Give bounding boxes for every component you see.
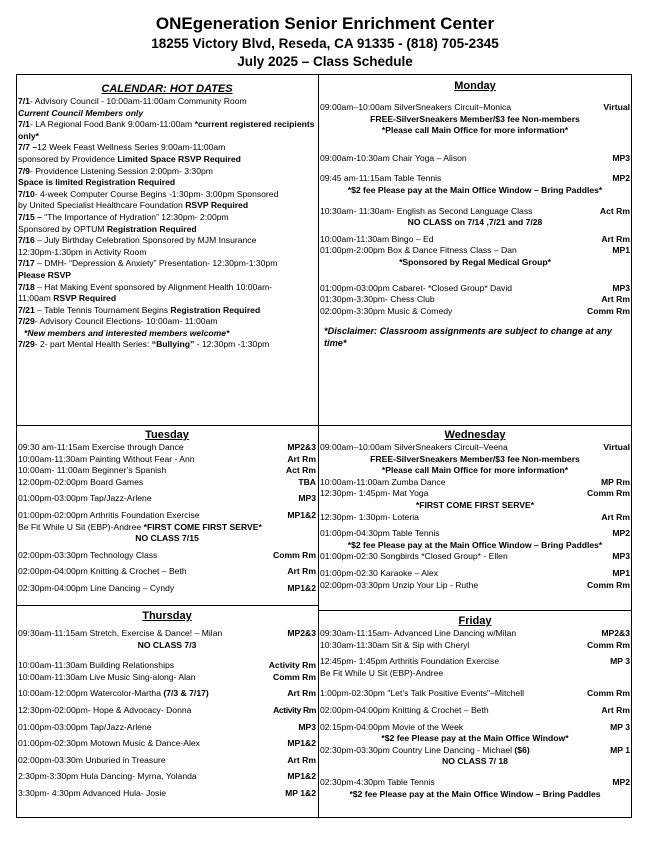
- tuesday-panel: [18, 428, 316, 595]
- calendar-note: Current Council Members only: [18, 107, 144, 118]
- class-row: 09:30am-11:15am Stretch, Exercise & Dance! – Milan MP2&3: [18, 628, 316, 638]
- class-row: 12:30pm- 1:45pm- Mat Yoga Comm Rm: [320, 488, 630, 499]
- page-header: [0, 14, 650, 70]
- class-row: 01:00pm-03:00pm Cabaret- *Closed Group* David MP3: [320, 282, 630, 293]
- calendar-note: Please RSVP: [18, 269, 72, 280]
- class-row: 02:00pm-03:30pm Unzip Your Lip - Ruthe Comm Rm: [320, 579, 630, 590]
- class-note: NO CLASS 7/15: [135, 533, 199, 544]
- class-row: 3:30pm- 4:30pm Advanced Hula- Josie MP 1&2: [18, 787, 316, 798]
- class-row: Be Fit While U Sit (EBP)-Andree *FIRST COME FIRST SERVE*: [18, 521, 262, 532]
- class-row: 1:00pm-02:30pm "Let’s Talk Positive Events"–Mitchell Comm Rm: [320, 688, 630, 699]
- class-row: 01:00pm-03:00pm Tap/Jazz-Arlene MP3: [18, 721, 316, 732]
- class-row: 10:00am-12:00pm Watercolor-Martha (7/3 & 7/17) Art Rm: [18, 688, 316, 699]
- class-note: *$2 fee Please pay at the Main Office Window – Bring Paddles*: [347, 184, 603, 195]
- column-divider: [318, 74, 319, 818]
- row-divider-right-2: [318, 610, 632, 611]
- class-note: NO CLASS on 7/14 ,7/21 and 7/28: [407, 217, 543, 228]
- class-row: 02:00pm-03:30pm Technology Class Comm Rm: [18, 549, 316, 560]
- class-row: 10:00am-11:30am Live Music Sing-along- Alan Comm Rm: [18, 671, 316, 682]
- row-divider-1: [16, 425, 632, 426]
- calendar-event: 7/10- 4-week Computer Course Begins -1:30pm- 3:00pm Sponsored: [18, 188, 279, 199]
- calendar-panel: [18, 82, 316, 351]
- calendar-title: CALENDAR: HOT DATES: [101, 83, 233, 95]
- calendar-event-detail: sponsored by Providence Limited Space RSVP Required: [18, 153, 241, 164]
- class-row: 10:30am- 11:30am- English as Second Language Class Act Rm: [320, 205, 630, 216]
- class-row: 01:30pm-3:30pm- Chess Club Art Rm: [320, 294, 630, 305]
- class-row: 01:00pm-2:00pm Box & Dance Fitness Class – Dan MP1: [320, 245, 630, 256]
- friday-panel: [320, 614, 630, 800]
- disclaimer: *Disclaimer: Classroom assignments are subject to change at any time*: [324, 326, 612, 348]
- class-row: 10:00am-11:30am Building Relationships Activity Rm: [18, 660, 316, 671]
- row-divider-left-2: [16, 605, 318, 606]
- monday-title: Monday: [454, 80, 496, 92]
- calendar-event: 7/29- Advisory Council Elections- 10:00am- 11:00am: [18, 316, 218, 327]
- class-row: 12:45pm- 1:45pm Arthritis Foundation Exercise MP 3: [320, 656, 630, 667]
- calendar-event: 7/9- Providence Listening Session 2:00pm- 3:30pm: [18, 165, 213, 176]
- class-row: 02:30pm-4:30pm Table Tennis MP2: [320, 776, 630, 787]
- class-row: 02:00pm-03:30m Unburied in Treasure Art Rm: [18, 754, 316, 765]
- schedule-title: July 2025 – Class Schedule: [237, 54, 413, 69]
- class-row: 02:15pm-04:00pm Movie of the Week MP 3: [320, 721, 630, 732]
- calendar-event: 7/1- Advisory Council - 10:00am-11:00am Community Room: [18, 96, 247, 106]
- calendar-event: 7/29- 2- part Mental Health Series: “Bullying” - 12:30pm -1:30pm: [18, 339, 270, 350]
- class-note: *Sponsored by Regal Medical Group*: [399, 256, 551, 267]
- class-row: 01:00pm-02:30 Songbirds *Closed Group* - Ellen MP3: [320, 551, 630, 562]
- class-row: 01:00pm-04:30pm Table Tennis MP2: [320, 528, 630, 539]
- class-row: 10:00am- 11:00am Beginner’s Spanish Act Rm: [18, 465, 316, 476]
- class-row: Be Fit While U Sit (EBP)-Andree: [320, 667, 444, 678]
- wednesday-title: Wednesday: [444, 429, 506, 441]
- class-note: *$2 fee Please pay at the Main Office Window*: [381, 733, 569, 744]
- class-note: NO CLASS 7/ 18: [442, 756, 508, 767]
- calendar-event: 7/16 – July Birthday Celebration Sponsored by MJM Insurance: [18, 235, 257, 246]
- class-row: 10:00am-11:30am Painting Without Fear - Ann Art Rm: [18, 453, 316, 464]
- thursday-title: Thursday: [142, 610, 192, 622]
- calendar-event-detail: by United Specialist Healthcare Foundation RSVP Required: [18, 200, 249, 211]
- class-note: FREE-SilverSneakers Member/$3 fee Non-members: [370, 113, 580, 124]
- class-row: 01:00pm-02:30pm Motown Music & Dance-Alex MP1&2: [18, 738, 316, 749]
- wednesday-panel: [320, 428, 630, 591]
- class-row: 02:00pm-04:00pm Knitting & Crochet – Beth Art Rm: [320, 704, 630, 715]
- class-row: 12:30pm-02:00pm- Hope & Advocacy- Donna Activity Rm: [18, 704, 316, 715]
- class-row: 09:00am–10:00am SilverSneakers Circuit–Monica Virtual: [320, 102, 630, 112]
- monday-panel: [320, 79, 630, 349]
- calendar-event: 7/18 – Hat Making Event sponsored by Alignment Health 10:00am-: [18, 281, 273, 292]
- calendar-note: Space is limited Registration Required: [18, 177, 176, 188]
- class-row: 02:30pm-03:30pm Country Line Dancing - Michael ($6) MP 1: [320, 744, 630, 755]
- calendar-event-detail: 11:00am RSVP Required: [18, 293, 117, 304]
- class-row: 09:00am-10:30am Chair Yoga – Alison MP3: [320, 152, 630, 163]
- tuesday-title: Tuesday: [145, 429, 189, 441]
- class-note: *FIRST COME FIRST SERVE*: [415, 499, 535, 510]
- class-row: 10:00am-11:30am Bingo – Ed Art Rm: [320, 233, 630, 244]
- calendar-event-detail: Sponsored by OPTUM Registration Required: [18, 223, 197, 234]
- calendar-event: 7/21 – Table Tennis Tournament Begins Registration Required: [18, 304, 261, 315]
- class-row: 2:30pm-3:30pm Hula Dancing- Myrna, Yolanda MP1&2: [18, 771, 316, 782]
- class-note: *Please call Main Office for more information*: [381, 125, 569, 136]
- friday-title: Friday: [458, 615, 492, 627]
- calendar-event: 7/7 –12 Week Feast Wellness Series 9:00am-11:00am: [18, 142, 226, 153]
- calendar-event-detail: 12:30pm-1:30pm in Activity Room: [18, 246, 147, 257]
- thursday-panel: [18, 609, 316, 800]
- class-row: 02:00pm-04:00pm Knitting & Crochet – Beth Art Rm: [18, 566, 316, 577]
- class-row: 10:00am-11:00am Zumba Dance MP Rm: [320, 476, 630, 487]
- calendar-note: *New members and interested members welcome*: [24, 327, 230, 338]
- class-note: FREE-SilverSneakers Member/$3 fee Non-members: [370, 453, 580, 464]
- class-row: 02:00pm-3:30pm Music & Comedy Comm Rm: [320, 305, 630, 316]
- class-row: 09:00am–10:00am SilverSneakers Circuit–Veena Virtual: [320, 442, 630, 452]
- class-note: *Please call Main Office for more information*: [381, 465, 569, 476]
- class-row: 09:45 am-11:15am Table Tennis MP2: [320, 173, 630, 184]
- class-row: 09:30am-11:15am- Advanced Line Dancing w/Milan MP2&3: [320, 628, 630, 638]
- class-row: 10:30am-11:30am Sit & Sip with Cheryl Comm Rm: [320, 639, 630, 650]
- class-row: 01:00pm-02:30 Karaoke – Alex MP1: [320, 567, 630, 578]
- class-note: *$2 fee Please pay at the Main Office Window – Bring Paddles*: [347, 539, 603, 550]
- class-row: 09:30 am-11:15am Exercise through Dance MP2&3: [18, 442, 316, 452]
- calendar-event: 7/15 – “The Importance of Hydration” 12:30pm- 2:00pm: [18, 211, 229, 222]
- class-row: 12:00pm-02:00pm Board Games TBA: [18, 476, 316, 487]
- class-row: 02:30pm-04:00pm Line Dancing – Cyndy MP1&2: [18, 582, 316, 593]
- class-row: 01:00pm-02:00pm Arthritis Foundation Exercise MP1&2: [18, 509, 316, 520]
- class-row: 01:00pm-03:00pm Tap/Jazz-Arlene MP3: [18, 493, 316, 504]
- calendar-event: 7/17 – DMH- “Depression & Anxiety” Presentation- 12:30pm-1:30pm: [18, 258, 278, 269]
- class-note: NO CLASS 7/3: [137, 639, 197, 650]
- center-address: 18255 Victory Blvd, Reseda, CA 91335 - (818) 705-2345: [151, 36, 499, 51]
- calendar-event: 7/1- LA Regional Food Bank 9:00am-11:00am *current registered recipients only*: [18, 119, 315, 141]
- class-row: 12:30pm- 1:30pm- Loteria Art Rm: [320, 511, 630, 522]
- class-note: *$2 fee Please pay at the Main Office Window – Bring Paddles: [349, 788, 601, 799]
- center-name: ONEgeneration Senior Enrichment Center: [155, 14, 495, 33]
